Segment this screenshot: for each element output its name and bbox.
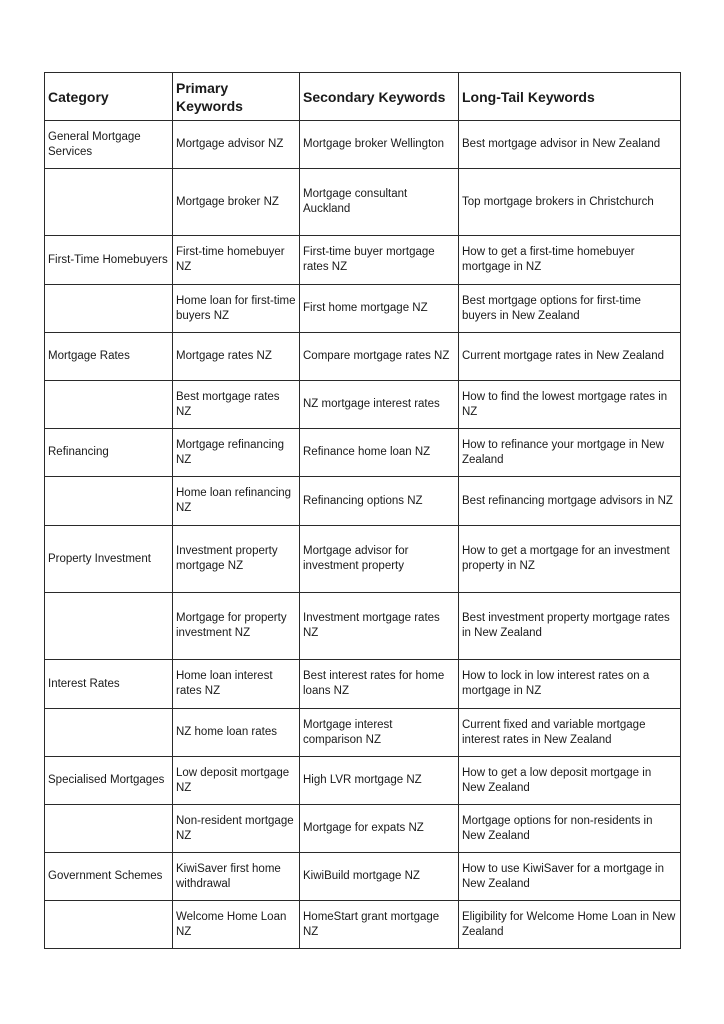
cell-primary: Mortgage for property investment NZ [173, 593, 300, 660]
cell-long-tail: How to get a mortgage for an investment property in NZ [459, 526, 681, 593]
cell-long-tail: Best refinancing mortgage advisors in NZ [459, 477, 681, 526]
cell-secondary: KiwiBuild mortgage NZ [300, 853, 459, 901]
table-row [45, 333, 681, 381]
cell-primary: Mortgage advisor NZ [173, 121, 300, 169]
cell-secondary: Best interest rates for home loans NZ [300, 660, 459, 709]
cell-primary: First-time homebuyer NZ [173, 236, 300, 285]
table-row [45, 757, 681, 805]
table-row [45, 429, 681, 477]
cell-category [45, 381, 173, 429]
cell-long-tail: Best mortgage advisor in New Zealand [459, 121, 681, 169]
header-primary-keywords: Primary Keywords [173, 73, 300, 121]
table-row [45, 236, 681, 285]
cell-long-tail: How to find the lowest mortgage rates in NZ [459, 381, 681, 429]
cell-secondary: First-time buyer mortgage rates NZ [300, 236, 459, 285]
cell-category [45, 285, 173, 333]
cell-long-tail: Current fixed and variable mortgage interest rates in New Zealand [459, 709, 681, 757]
cell-category: Government Schemes [45, 853, 173, 901]
cell-long-tail: How to refinance your mortgage in New Zealand [459, 429, 681, 477]
header-category: Category [45, 73, 173, 121]
table-row [45, 169, 681, 236]
cell-secondary: Mortgage broker Wellington [300, 121, 459, 169]
cell-secondary: Mortgage interest comparison NZ [300, 709, 459, 757]
cell-primary: KiwiSaver first home withdrawal [173, 853, 300, 901]
table-row [45, 709, 681, 757]
keyword-table [44, 72, 681, 949]
cell-long-tail: How to use KiwiSaver for a mortgage in New Zealand [459, 853, 681, 901]
cell-primary: Home loan refinancing NZ [173, 477, 300, 526]
cell-primary: Home loan for first-time buyers NZ [173, 285, 300, 333]
cell-category: General Mortgage Services [45, 121, 173, 169]
cell-long-tail: Eligibility for Welcome Home Loan in New Zealand [459, 901, 681, 949]
cell-category: Property Investment [45, 526, 173, 593]
cell-primary: Welcome Home Loan NZ [173, 901, 300, 949]
cell-primary: Home loan interest rates NZ [173, 660, 300, 709]
table-row [45, 526, 681, 593]
cell-category [45, 477, 173, 526]
cell-secondary: NZ mortgage interest rates [300, 381, 459, 429]
cell-long-tail: Current mortgage rates in New Zealand [459, 333, 681, 381]
cell-category [45, 709, 173, 757]
cell-secondary: Mortgage advisor for investment property [300, 526, 459, 593]
table-row [45, 805, 681, 853]
table-row [45, 593, 681, 660]
cell-secondary: Refinance home loan NZ [300, 429, 459, 477]
cell-long-tail: Best mortgage options for first-time buyers in New Zealand [459, 285, 681, 333]
cell-primary: Mortgage rates NZ [173, 333, 300, 381]
cell-secondary: Refinancing options NZ [300, 477, 459, 526]
cell-primary: Mortgage broker NZ [173, 169, 300, 236]
cell-category [45, 901, 173, 949]
cell-primary: Low deposit mortgage NZ [173, 757, 300, 805]
cell-primary: NZ home loan rates [173, 709, 300, 757]
cell-long-tail: Best investment property mortgage rates in New Zealand [459, 593, 681, 660]
cell-primary: Non-resident mortgage NZ [173, 805, 300, 853]
cell-long-tail: Mortgage options for non-residents in New Zealand [459, 805, 681, 853]
cell-secondary: HomeStart grant mortgage NZ [300, 901, 459, 949]
table-row [45, 477, 681, 526]
cell-category: Mortgage Rates [45, 333, 173, 381]
table-header-row [45, 73, 681, 121]
table-row [45, 901, 681, 949]
cell-secondary: First home mortgage NZ [300, 285, 459, 333]
table-row [45, 853, 681, 901]
cell-category [45, 805, 173, 853]
cell-category [45, 593, 173, 660]
cell-primary: Investment property mortgage NZ [173, 526, 300, 593]
table-row [45, 121, 681, 169]
cell-long-tail: How to get a first-time homebuyer mortgage in NZ [459, 236, 681, 285]
cell-secondary: Investment mortgage rates NZ [300, 593, 459, 660]
cell-category: First-Time Homebuyers [45, 236, 173, 285]
cell-secondary: High LVR mortgage NZ [300, 757, 459, 805]
cell-primary: Mortgage refinancing NZ [173, 429, 300, 477]
cell-category [45, 169, 173, 236]
cell-long-tail: How to get a low deposit mortgage in New Zealand [459, 757, 681, 805]
cell-long-tail: How to lock in low interest rates on a mortgage in NZ [459, 660, 681, 709]
cell-long-tail: Top mortgage brokers in Christchurch [459, 169, 681, 236]
cell-category: Specialised Mortgages [45, 757, 173, 805]
table-row [45, 381, 681, 429]
header-secondary-keywords: Secondary Keywords [300, 73, 459, 121]
cell-secondary: Compare mortgage rates NZ [300, 333, 459, 381]
cell-secondary: Mortgage for expats NZ [300, 805, 459, 853]
cell-category: Interest Rates [45, 660, 173, 709]
cell-primary: Best mortgage rates NZ [173, 381, 300, 429]
table-row [45, 660, 681, 709]
cell-secondary: Mortgage consultant Auckland [300, 169, 459, 236]
header-long-tail-keywords: Long-Tail Keywords [459, 73, 681, 121]
table-row [45, 285, 681, 333]
cell-category: Refinancing [45, 429, 173, 477]
